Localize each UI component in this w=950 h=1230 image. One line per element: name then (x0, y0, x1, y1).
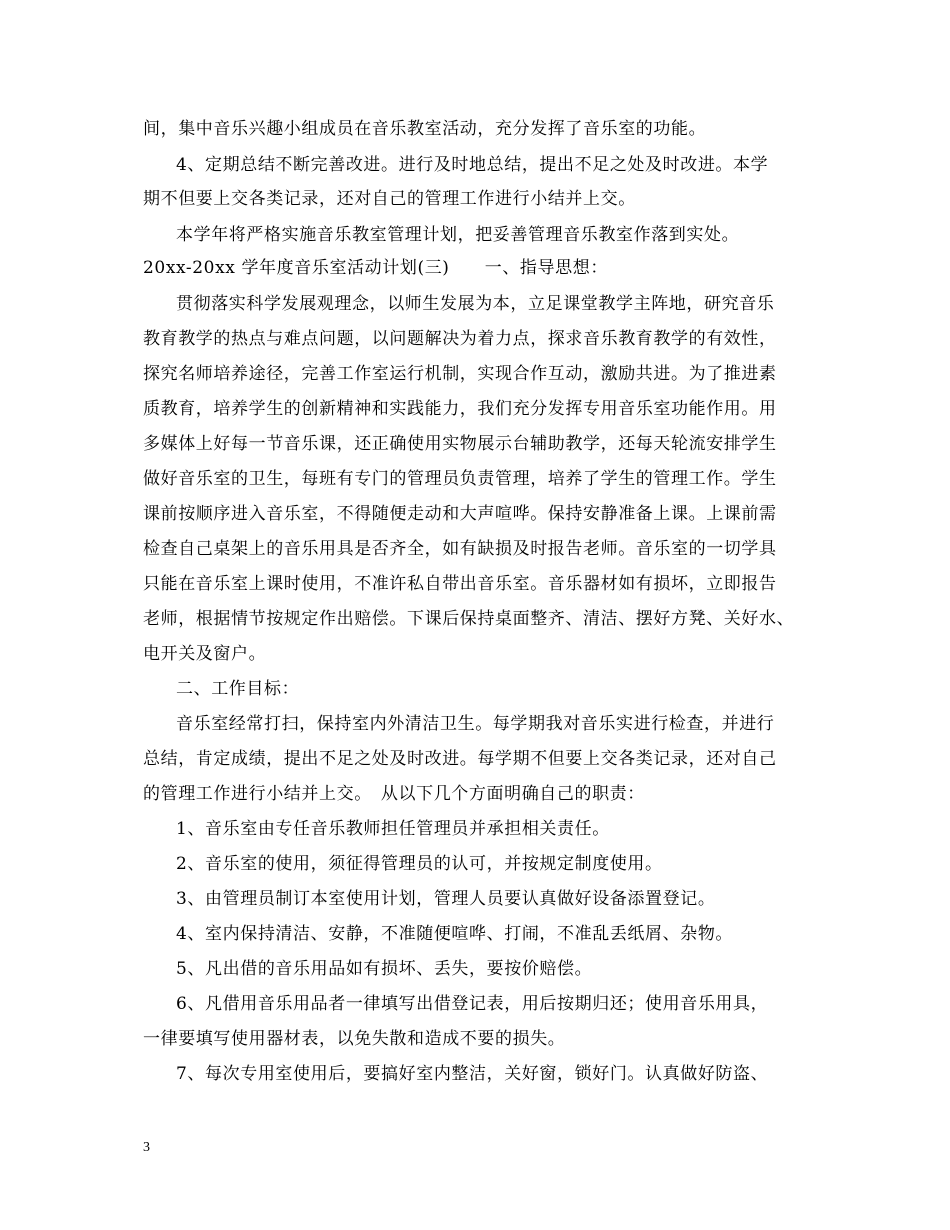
text-line: 间，集中音乐兴趣小组成员在音乐教室活动，充分发挥了音乐室的功能。 (143, 119, 707, 139)
list-item: 1、音乐室由专任音乐教师担任管理员并承担相关责任。 (176, 819, 610, 839)
text-line: 本学年将严格实施音乐教室管理计划，把妥善管理音乐教室作落到实处。 (176, 225, 740, 245)
section-heading-line: 20xx-20xx 学年度音乐室活动计划(三) 一、指导思想： (143, 258, 608, 278)
section-heading-line: 二、工作目标： (176, 679, 300, 699)
text-line: 教育教学的热点与难点问题，以问题解决为着力点，探求音乐教育教学的有效性， (143, 329, 777, 349)
text-line: 只能在音乐室上课时使用，不准许私自带出音乐室。音乐器材如有损坏，立即报告 (143, 574, 777, 594)
text-line: 音乐室经常打扫，保持室内外清洁卫生。每学期我对音乐实进行检查，并进行 (176, 714, 775, 734)
text-line: 做好音乐室的卫生，每班有专门的管理员负责管理，培养了学生的管理工作。学生 (143, 469, 777, 489)
text-line: 检查自己桌架上的音乐用具是否齐全，如有缺损及时报告老师。音乐室的一切学具 (143, 539, 777, 559)
list-item: 4、室内保持清洁、安静，不准随便喧哗、打闹，不准乱丢纸屑、杂物。 (176, 924, 734, 944)
text-line: 电开关及窗户。 (143, 644, 267, 664)
text-line: 探究名师培养途径，完善工作室运行机制，实现合作互动，激励共进。为了推进素 (143, 364, 777, 384)
text-line: 的管理工作进行小结并上交。 从以下几个方面明确自己的职责： (143, 784, 645, 804)
text-line: 贯彻落实科学发展观理念，以师生发展为本，立足课堂教学主阵地，研究音乐 (176, 294, 775, 314)
text-line: 总结，肯定成绩，提出不足之处及时改进。每学期不但要上交各类记录，还对自己 (143, 749, 777, 769)
text-line: 老师，根据情节按规定作出赔偿。下课后保持桌面整齐、清洁、摆好方凳、关好水、 (143, 609, 795, 629)
list-item: 6、凡借用音乐用品者一律填写出借登记表，用后按期归还；使用音乐用具， (176, 994, 769, 1014)
list-item: 2、音乐室的使用，须征得管理员的认可，并按规定制度使用。 (176, 854, 663, 874)
text-line: 期不但要上交各类记录，还对自己的管理工作进行小结并上交。 (143, 189, 636, 209)
text-line: 一律要填写使用器材表，以免失散和造成不要的损失。 (143, 1029, 566, 1049)
text-line: 质教育，培养学生的创新精神和实践能力，我们充分发挥专用音乐室功能作用。用 (143, 399, 777, 419)
text-line: 4、定期总结不断完善改进。进行及时地总结，提出不足之处及时改进。本学 (176, 155, 769, 175)
list-item: 5、凡出借的音乐用品如有损坏、丢失，要按价赔偿。 (176, 959, 593, 979)
text-line: 课前按顺序进入音乐室，不得随便走动和大声喧哗。保持安静准备上课。上课前需 (143, 504, 777, 524)
text-line: 多媒体上好每一节音乐课，还正确使用实物展示台辅助教学，还每天轮流安排学生 (143, 434, 777, 454)
list-item: 3、由管理员制订本室使用计划，管理人员要认真做好设备添置登记。 (176, 889, 716, 909)
list-item: 7、每次专用室使用后，要搞好室内整洁，关好窗，锁好门。认真做好防盗、 (176, 1064, 769, 1084)
page-number: 3 (143, 1140, 150, 1155)
